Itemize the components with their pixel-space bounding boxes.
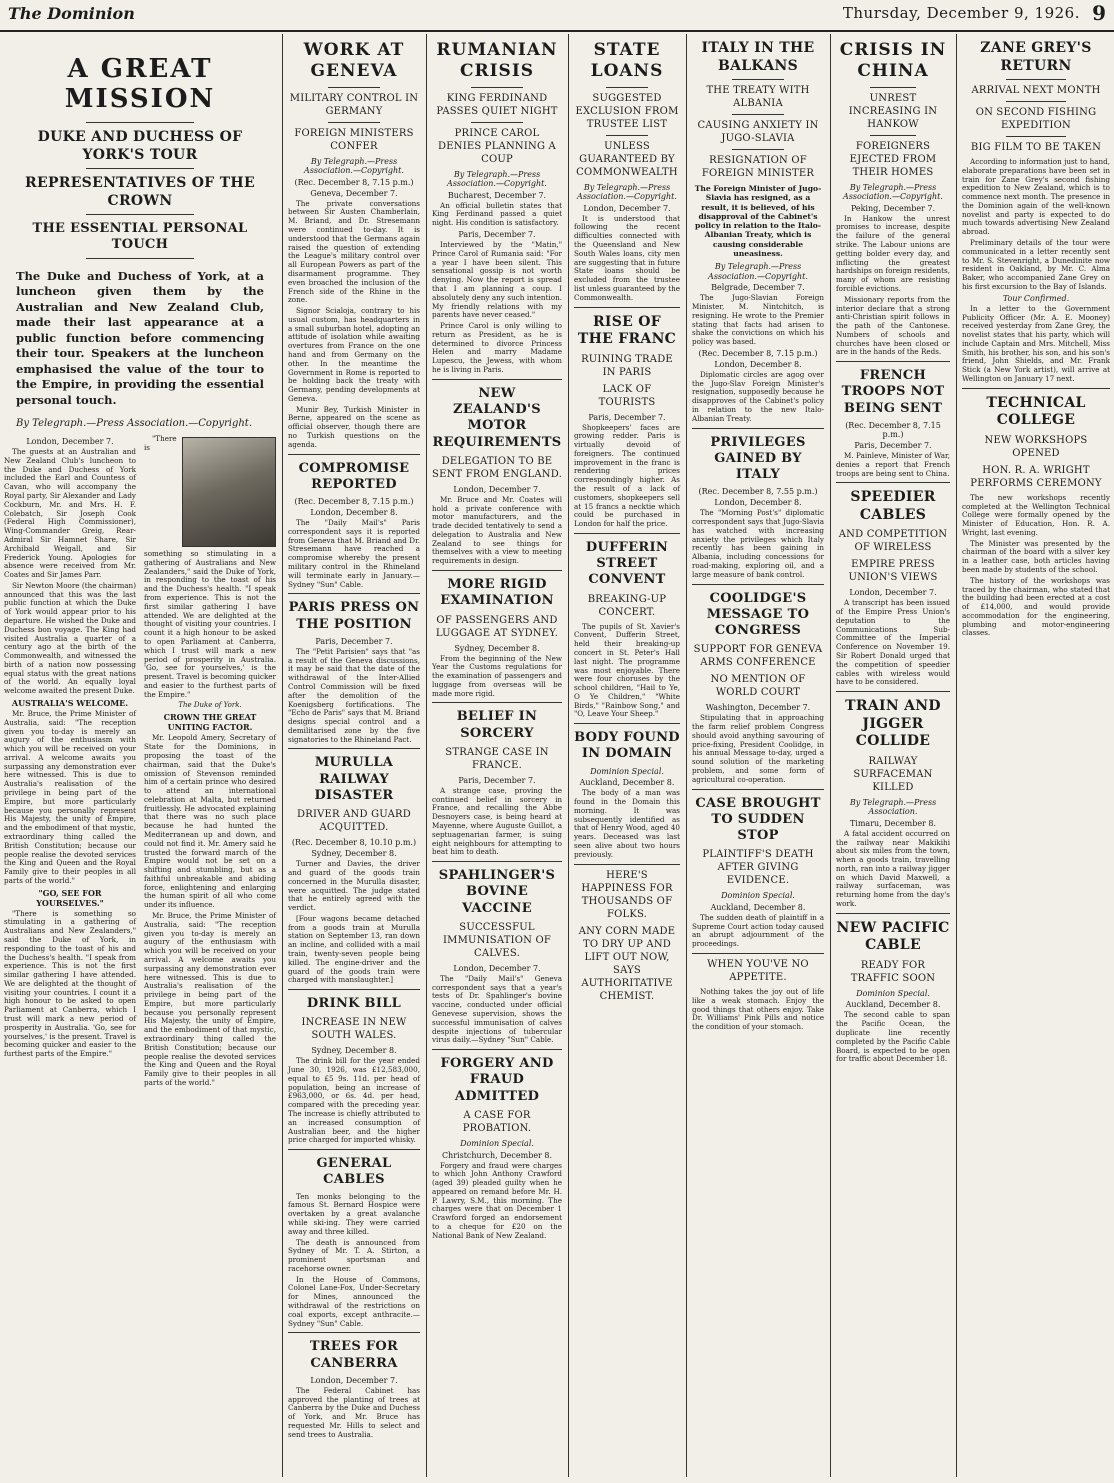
subhead: ARRIVAL NEXT MONTH xyxy=(971,85,1101,96)
article-paragraph: It is understood that following the recent difficulties connected with the Queensland and New South Wales loans, city men are suggesting that in future State loans should be excluded from the trustee list unless guaranteed by the Commonwealth. xyxy=(574,213,680,302)
subhead: DELEGATION TO BE SENT FROM ENGLAND. xyxy=(432,455,562,480)
article-paragraph: The new workshops recently completed at the Wellington Technical College were formally opened by the Minister of Education, Hon. R. A. Wright, last evening. xyxy=(962,492,1110,537)
issue-date: Thursday, December 9, 1926. xyxy=(842,4,1080,22)
article-paragraph: Signor Scialoja, contrary to his usual custom, has headquarters in a small suburban hotel, adopting an attitude of isolation while awaiting overtures from France on the one hand and from Germany on the other. In the meantime the Government in Rome is reported to be holding back the treaty with Germany, pending developments at Geneva. xyxy=(288,306,420,403)
headline-dufferin-convent: DUFFERIN STREET CONVENT xyxy=(585,539,669,588)
headline-sudden-stop: CASE BROUGHT TO SUDDEN STOP xyxy=(695,795,821,844)
article-paragraph: [Four wagons became detached from a goods train at Murulla station on September 13, ran down an incline, and collided with a mail train, twenty-seven people being killed. The engine-driver and the guard of the goods train were charged with manslaughter.] xyxy=(288,913,420,985)
article-paragraph: Missionary reports from the interior declare that a strong anti-Christian spirit follows in the path of the Cantonese. Numbers of schools and churches have been closed or are in the hands of the Reds. xyxy=(836,294,950,357)
headline-italy-balkans: ITALY IN THE BALKANS xyxy=(701,40,815,74)
subhead: NEW WORKSHOPS OPENED xyxy=(984,434,1088,459)
received-note: (Rec. December 8, 7.55 p.m.) xyxy=(698,487,818,497)
headline-privileges: PRIVILEGES GAINED BY ITALY xyxy=(710,434,806,483)
article-paragraph: Forgery and fraud were charges to which John Anthony Crawford (aged 39) pleaded guilty when he appeared on remand before Mr. H. P. Lawry, S.M., this morning. The charges were that on December 1 Crawford forged an endorsement to a cheque for £20 on the National Bank of New Zealand. xyxy=(432,1160,562,1240)
subhead: RESIGNATION OF FOREIGN MINISTER xyxy=(701,155,815,179)
article-paragraph: A fatal accident occurred on the railway near Makikihi about six miles from the town, when a goods train, travelling north, ran into a railway jigger on which David Maxwell, a railway surfaceman, was returning home from the day's work. xyxy=(836,828,950,909)
subhead: HON. R. A. WRIGHT PERFORMS CEREMONY xyxy=(970,464,1102,489)
headline-technical-college: TECHNICAL COLLEGE xyxy=(986,394,1086,429)
dateline: London, December 7. xyxy=(453,484,541,494)
subhead: AND COMPETITION OF WIRELESS xyxy=(838,529,948,554)
headline-train-jigger: TRAIN AND JIGGER COLLIDE xyxy=(845,698,941,750)
article-paragraph: A strange case, proving the continued belief in sorcery in France, and recalling the Abbe Desnoyers case, is being heard at Mayenne, where Auguste Guillot, a septuagenarian farmer, is suing eight neighbours for attempting to beat him to death. xyxy=(432,785,562,857)
section-heading: Tour Confirmed. xyxy=(1002,293,1070,303)
dateline: London, December 7. xyxy=(849,588,937,598)
subhead: RAILWAY SURFACEMAN KILLED xyxy=(853,755,933,793)
page-number: 9 xyxy=(1092,1,1106,25)
subhead: EMPIRE PRESS UNION'S VIEWS xyxy=(848,559,938,584)
article-paragraph: Mr. Bruce, the Prime Minister of Australia, said: "The reception given you to-day is merely an augury of the enthusiasm with which you will be received on your arrival. A welcome awaits you surpassing any demonstration ever here witnessed. This is due to Australia's realisation of the privilege in being part of the Empire, but more particularly because you personally represent His Majesty, the unity of Empire, and the embodiment of that mystic, extraordinary thing called the British Constitution; because our people realise the devoted services the King and Queen and the Royal Family give to their peoples in all parts of the world." xyxy=(144,911,276,1087)
dateline: Sydney, December 8. xyxy=(311,1046,397,1056)
subhead: FOREIGNERS EJECTED FROM THEIR HOMES xyxy=(849,140,937,178)
dateline: London, December 8. xyxy=(310,508,398,518)
headline-bovine-vaccine: SPAHLINGER'S BOVINE VACCINE xyxy=(438,868,556,916)
headline-forgery: FORGERY AND FRAUD ADMITTED xyxy=(440,1056,554,1104)
headline-body-found: BODY FOUND IN DOMAIN xyxy=(574,730,680,762)
headline-rise-of-franc: RISE OF THE FRANC xyxy=(577,313,677,347)
column-rule xyxy=(282,34,283,1477)
headline-sorcery: BELIEF IN SORCERY xyxy=(456,709,538,741)
column-rumania xyxy=(428,34,566,1477)
section-heading: CROWN THE GREAT UNITING FACTOR. xyxy=(163,712,257,733)
headline-rumanian-crisis: RUMANIAN CRISIS xyxy=(436,40,558,82)
subhead: UNREST INCREASING IN HANKOW xyxy=(848,92,938,130)
dateline: Auckland, December 8. xyxy=(845,1000,941,1010)
dateline: Paris, December 7. xyxy=(588,412,666,422)
dateline: London, December 7. xyxy=(453,963,541,973)
duke-of-york-photo xyxy=(182,437,276,547)
byline: By Telegraph.—Press Association.—Copyright. xyxy=(16,418,253,430)
byline: By Telegraph.—Press Association.—Copyright. xyxy=(577,182,677,202)
headline-pacific-cable: NEW PACIFIC CABLE xyxy=(836,919,950,954)
byline: By Telegraph.—Press Association.—Copyright. xyxy=(708,262,808,281)
dateline: London, December 7. xyxy=(310,1375,398,1385)
advert-heading: HERE'S HAPPINESS FOR THOUSANDS OF FOLKS. xyxy=(581,869,673,920)
article-paragraph: From the beginning of the New Year the Customs regulations for the examination of passengers and luggage from overseas will be made more rigid. xyxy=(432,653,562,698)
article-paragraph: "There is something so stimulating in a gathering of Australians and New Zealanders," said the Duke of York, in responding to the toast of his and the Duchess's health. "I speak from experience. This is not the first similar gathering I have attended. We are delighted at the thought of visiting your countries. I count it a high honour to be asked to open Parliament at Canberra, which I trust will mark a new period of prosperity in Australia. 'Go, see for yourselves,' is the present. Travel is becoming quicker and easier to the furthest parts of the Empire." xyxy=(144,434,276,699)
subhead: ON SECOND FISHING EXPEDITION xyxy=(975,107,1097,131)
subhead: STRANGE CASE IN FRANCE. xyxy=(445,746,549,771)
subhead-royal-tour: DUKE AND DUCHESS OF YORK'S TOUR xyxy=(37,129,243,163)
column-china xyxy=(832,34,954,1477)
column-rule xyxy=(830,34,831,1477)
article-paragraph: The body of a man was found in the Domain this morning. It was subsequently identified as that of Henry Wood, aged 40 years. Deceased was last seen alive about two hours previously. xyxy=(574,788,680,859)
lead-paragraph: The Duke and Duchess of York, at a luncheon given them by the Australian and New Zealand Club, made their last appearance at a public function before commencing their tour. Speakers at the luncheon emphasised the value of the tour to the Empire, in providing the essential personal touch. xyxy=(16,268,264,407)
byline: By Telegraph.—Press Association.—Copyright. xyxy=(447,169,547,189)
dateline: Paris, December 7. xyxy=(458,230,536,240)
section-heading: AUSTRALIA'S WELCOME. xyxy=(11,698,129,709)
article-paragraph: Sir Newton Moore (the chairman) announced that this was the last public function at which the Duke of York would appear prior to his departure. He wished the Duke and Duchess bon voyage. The King had visited Australia a quarter of a century ago at the birth of the Commonwealth, and witnessed the birth of a nation now possessing equal status with the great nations of the world. An equally loyal welcome awaited the present Duke. xyxy=(4,580,136,696)
column-rule xyxy=(426,34,427,1477)
lead-paragraph: The Foreign Minister of Jugo-Slavia has resigned, as a result, it is believed, of his disapproval of the Cabinet's policy in relation to the Italo-Albanian Treaty, which is causing considerable uneasiness. xyxy=(694,184,822,258)
dateline: Bucharest, December 7. xyxy=(447,190,547,200)
subhead-representatives: REPRESENTATIVES OF THE CROWN xyxy=(25,175,255,209)
special-tag: Dominion Special. xyxy=(856,988,930,998)
headline-great-mission: A GREAT MISSION xyxy=(64,54,216,114)
dateline: Belgrade, December 7. xyxy=(711,283,805,293)
dateline: Peking, December 7. xyxy=(850,203,936,213)
article-paragraph: The Jugo-Slavian Foreign Minister, M. Nintchitch, is resigning. He wrote to the Premier stating that facts had arisen to shake the convictions on which his policy was based. xyxy=(692,293,824,347)
article-paragraph: Preliminary details of the tour were communicated in a letter recently sent to Mr. S. Stevenright, a Dunedinite now resident in Oakland, by Mr. C. Alma Baker, who accompanied Zane Grey on his first excursion to the Bay of Islands. xyxy=(962,238,1110,291)
special-tag: Dominion Special. xyxy=(590,766,664,776)
article-paragraph: The "Petit Parisien" says that "as a result of the Geneva discussions, it may be said that the date of the withdrawal of the Inter-Allied Control Commission will be fixed after the demolition of the Koenigsberg fortifications. The "Echo de Paris" says that M. Briand designs special control and a demilitarised zone by the five signatories to the Rhineland Pact. xyxy=(288,646,420,744)
article-paragraph: The "Daily Mail's" Paris correspondent says it is reported from Geneva that M. Briand and Dr. Stresemann have reached a compromise whereby the present military control in the Rhineland will terminate early in January.—Sydney "Sun" Cable. xyxy=(288,518,420,589)
subhead: LACK OF TOURISTS xyxy=(598,383,656,408)
article-paragraph: The sudden death of plaintiff in a Supreme Court action today caused an abrupt adjournment of the proceedings. xyxy=(692,912,824,949)
article-paragraph: The death is announced from Sydney of Mr. T. A. Stirton, a prominent sportsman and racehorse owner. xyxy=(288,1237,420,1273)
headline-trees-canberra: TREES FOR CANBERRA xyxy=(309,1339,399,1371)
article-paragraph: In a letter to the Government Publicity Officer (Mr. A. E. Mooney) received yesterday from Zane Grey, the novelist states that his party, which will include Captain and Mrs. Mitchell, Miss Smith, his brother, his son, and his son's friend, John Shields, and Mr. Frank Stick (a New York artist), will arrive at Wellington on January 17 next. xyxy=(962,303,1110,383)
column-great-mission xyxy=(0,34,280,1477)
subhead: OF PASSENGERS AND LUGGAGE AT SYDNEY. xyxy=(435,614,559,639)
dateline: Paris, December 7. xyxy=(458,775,536,785)
column-zane-grey xyxy=(958,34,1114,1477)
subhead: SUPPORT FOR GENEVA ARMS CONFERENCE xyxy=(693,644,823,669)
headline-crisis-china: CRISIS IN CHINA xyxy=(839,40,947,82)
section-heading: "GO, SEE FOR YOURSELVES." xyxy=(36,887,104,908)
article-paragraph: The "Morning Post's" diplomatic correspondent says that Jugo-Slavia has watched with increasing anxiety the privileges which Italy recently has been gaining in Albania, including concessions for road-making, exploring oil, and a large measure of bank control. xyxy=(692,508,824,579)
article-paragraph: The guests at an Australian and New Zealand Club's luncheon to the Duke and Duchess of York included the Earl and Countess of Cavan, who will accompany the Royal party, Sir Alexander and Lady Cockburn, Mr. and Mrs. H. F. Colebatch, Sir Joseph Cook (Federal High Commissioner), Wing-Commander Greig, Rear-Admiral Sir Hamnet Share, Sir Archibald Weigall, and Sir Frederick Young. Apologies for absence were received from Mr. Coates and Sir James Parr. xyxy=(4,447,136,580)
headline-coolidge: COOLIDGE'S MESSAGE TO CONGRESS xyxy=(706,590,810,639)
dateline: London, December 7. xyxy=(26,437,114,447)
subhead: DRIVER AND GUARD ACQUITTED. xyxy=(297,809,411,834)
article-paragraph: Munir Bey, Turkish Minister in Berne, appeared on the scene as official observer, though there are no Turkish questions on the agenda. xyxy=(288,404,420,449)
paper-name: The Dominion xyxy=(8,4,135,23)
received-note: (Rec. December 8, 7.15 p.m.) xyxy=(294,497,414,507)
subhead: SUCCESSFUL IMMUNISATION OF CALVES. xyxy=(443,921,551,959)
masthead xyxy=(0,0,1114,32)
advert-subheading: ANY CORN MADE TO DRY UP AND LIFT OUT NOW, SAYS AUTHORITATIVE CHEMIST. xyxy=(578,925,676,1002)
article-paragraph: Turner and Davies, the driver and guard of the goods train concerned in the Murulla disaster, were acquitted. The judge stated that he entirely agreed with the verdict. xyxy=(288,859,420,913)
subhead-personal-touch: THE ESSENTIAL PERSONAL TOUCH xyxy=(32,221,248,253)
column-state-loans xyxy=(570,34,684,1477)
headline-drink-bill: DRINK BILL xyxy=(306,996,402,1012)
received-note: (Rec. December 8, 7.15 p.m.) xyxy=(294,177,414,187)
subhead: NO MENTION OF WORLD COURT xyxy=(710,674,806,699)
dateline: Paris, December 7. xyxy=(854,440,932,450)
article-paragraph: Mr. Bruce and Mr. Coates will hold a private conference with motor manufacturers, and the trade decided tentatively to send a delegation to Australia and New Zealand to see things for themselves with a view to meeting requirements in design. xyxy=(432,494,562,566)
photo-caption: The Duke of York. xyxy=(178,701,242,710)
dateline: Sydney, December 8. xyxy=(454,643,540,653)
article-paragraph: Diplomatic circles are agog over the Jugo-Slav Foreign Minister's resignation, supposedly because he disapproves of the Cabinet's policy in relation to the new Italo-Albanian Treaty. xyxy=(692,369,824,423)
headline-speedier-cables: SPEEDIER CABLES xyxy=(850,489,936,523)
headline-zane-grey: ZANE GREY'S RETURN xyxy=(980,40,1092,74)
special-tag: Dominion Special. xyxy=(721,891,795,901)
dateline: London, December 8. xyxy=(714,498,802,508)
subhead: SUGGESTED EXCLUSION FROM TRUSTEE LIST xyxy=(575,92,679,130)
dateline: Sydney, December 8. xyxy=(311,849,397,859)
article-paragraph: The Minister was presented by the chairman of the board with a silver key in a leather case, both articles having been made by students of the school. xyxy=(962,538,1110,574)
headline-motor-requirements: NEW ZEALAND'S MOTOR REQUIREMENTS xyxy=(432,385,562,450)
subhead: READY FOR TRAFFIC SOON xyxy=(850,959,936,984)
article-paragraph: M. Painleve, Minister of War, denies a report that French troops are being sent to China. xyxy=(836,450,950,478)
headline-french-troops: FRENCH TROOPS NOT BEING SENT xyxy=(841,368,945,416)
subhead: PLAINTIFF'S DEATH AFTER GIVING EVIDENCE. xyxy=(702,849,814,887)
subhead: PRINCE CAROL DENIES PLANNING A COUP xyxy=(438,127,556,165)
subhead: FOREIGN MINISTERS CONFER xyxy=(294,127,414,152)
article-paragraph: Prince Carol is only willing to return as President, as he is determined to divorce Princess Helen and marry Madame Lupescu, the Jewess, with whom he is living in Paris. xyxy=(432,321,562,374)
article-paragraph: The "Daily Mail's" Geneva correspondent says that a year's tests of Dr. Spahlinger's bovine vaccine, conducted under official Genevese supervision, shows the successful immunisation of calves despite injections of tubercular virus daily.—Sydney "Sun" Cable. xyxy=(432,973,562,1045)
headline-paris-press: PARIS PRESS ON THE POSITION xyxy=(288,600,420,632)
article-paragraph: Ten monks belonging to the famous St. Bernard Hospice were overtaken by a great avalanche while ski-ing. They were carried away and three killed. xyxy=(288,1191,420,1236)
article-paragraph: In the House of Commons, Colonel Lane-Fox, Under-Secretary for Mines, announced the withdrawal of the restrictions on coal exports, except anthracite.—Sydney "Sun" Cable. xyxy=(288,1274,420,1328)
article-paragraph: Stipulating that in approaching the farm relief problem Congress should avoid anything savouring of price-fixing, President Coolidge, in his annual Message to-day, urged a sound solution of the marketing problem, and some form of agricultural co-operation. xyxy=(692,713,824,784)
article-paragraph: Mr. Leopold Amery, Secretary of State for the Dominions, in proposing the toast of the chairman, said that the Duke's omission of Stevenson reminded him of a certain prince who desired to attend an international celebration at Malta, but returned fruitlessly. He advocated explaining that there was no such place because he had hunted the Mediterranean up and down, and could not find it. Mr. Amery said he trusted the forward march of the Empire would not be set on a shifting and stumbling, but as a faithful unbreakable and abiding force, enlightening and enlarging the human spirit of all who come under its influence. xyxy=(144,733,276,910)
article-paragraph: The Federal Cabinet has approved the planting of trees at Canberra by the Duke and Duchess of York, and Mr. Bruce has requested Mr. Hills to select and send trees to Australia. xyxy=(288,1385,420,1439)
subhead: A CASE FOR PROBATION. xyxy=(462,1109,532,1134)
advert-paragraph: Nothing takes the joy out of life like a weak stomach. Enjoy the good things that others enjoy. Take Dr. Williams' Pink Pills and notice the condition of your stomach. xyxy=(692,987,824,1032)
subhead: UNLESS GUARANTEED BY COMMONWEALTH xyxy=(576,140,678,178)
article-paragraph: In Hankow the unrest promises to increase, despite the failure of the general strike. The Labour unions are getting bolder every day, and inflicting the greatest hardships on foreign residents, many of whom are resisting forcible evictions. xyxy=(836,213,950,293)
subhead: INCREASE IN NEW SOUTH WALES. xyxy=(301,1017,407,1042)
dateline: London, December 7. xyxy=(583,203,671,213)
received-note: (Rec. December 8, 10.10 p.m.) xyxy=(291,838,417,848)
headline-rigid-examination: MORE RIGID EXAMINATION xyxy=(440,577,554,609)
dateline: Timaru, December 8. xyxy=(849,818,937,828)
headline-state-loans: STATE LOANS xyxy=(590,40,664,82)
article-paragraph: An official bulletin states that King Ferdinand passed a quiet night. His condition is satisfactory. xyxy=(432,200,562,228)
subhead: THE TREATY WITH ALBANIA xyxy=(706,85,810,109)
article-paragraph: Shopkeepers' faces are growing redder. Paris is virtually devoid of foreigners. The continued improvement in the franc is rendering prices correspondingly higher. As the result of a lack of customers, shopkeepers sell at 15 francs a necktie which could be purchased in London for half the price. xyxy=(574,422,680,529)
subhead: BIG FILM TO BE TAKEN xyxy=(970,142,1102,153)
received-note: (Rec. December 8, 7.15 p.m.) xyxy=(845,420,941,439)
article-paragraph: The pupils of St. Xavier's Convent, Dufferin Street, held their breaking-up concert in St. Peter's Hall last night. The programme was most enjoyable. There were four choruses by the school children, "Hail to Ye, O Ye Children," "White Birds," "Rainbow Song," and "O, Leave Your Sheep." xyxy=(574,621,680,719)
column-rule xyxy=(686,34,687,1477)
special-tag: Dominion Special. xyxy=(460,1138,534,1148)
advert-heading: WHEN YOU'VE NO APPETITE. xyxy=(707,959,809,984)
received-note: (Rec. December 8, 7.15 p.m.) xyxy=(698,348,818,358)
subhead: RUINING TRADE IN PARIS xyxy=(581,353,673,378)
headline-general-cables: GENERAL CABLES xyxy=(316,1156,392,1188)
dateline: Auckland, December 8. xyxy=(579,778,675,788)
article-paragraph: The second cable to span the Pacific Ocean, the duplicate line recently completed by the Pacific Cable Board, is expected to be open for traffic about December 18. xyxy=(836,1010,950,1064)
article-paragraph: The private conversations between Sir Austen Chamberlain, M. Briand, and Dr. Stresemann were continued to-day. It is understood that the Germans again raised the question of extending the League's military control over all European Powers as part of the disarmament programme. They even broached the inclusion of the French side of the Rhine in the zone. xyxy=(288,198,420,305)
subhead: CAUSING ANXIETY IN JUGO-SLAVIA xyxy=(697,120,819,144)
dateline: Paris, December 7. xyxy=(315,636,393,646)
article-paragraph: According to information just to hand, elaborate preparations have been set in train for Zane Grey's second fishing expedition to New Zealand, which is to commence next month. The presence in the Dominion again of the well-known novelist and party is expected to do much towards advertising New Zealand abroad. xyxy=(962,157,1110,237)
dateline: Auckland, December 8. xyxy=(710,902,806,912)
byline: By Telegraph.—Press Association.—Copyright. xyxy=(304,156,404,176)
column-rule xyxy=(956,34,957,1477)
dateline: Geneva, December 7. xyxy=(310,188,398,198)
column-rule xyxy=(568,34,569,1477)
column-geneva xyxy=(284,34,424,1477)
article-paragraph: A transcript has been issued of the Empire Press Union's deputation to the Communications Sub-Committee of the Imperial Conference on November 19. Sir Robert Donald urged that the competition of speedier cables with wireless would have to be considered. xyxy=(836,598,950,687)
headline-compromise: COMPROMISE REPORTED xyxy=(298,460,410,492)
headline-murulla: MURULLA RAILWAY DISASTER xyxy=(314,755,394,803)
subhead: MILITARY CONTROL IN GERMANY xyxy=(289,92,419,117)
article-paragraph: The drink bill for the year ended June 30, 1926, was £12,583,000, equal to £5 9s. 11d. per head of population, being an increase of £963,000, or 6s. 4d. per head, compared with the preceding year. The increase is chiefly attributed to an increased consumption of Australian beer, and the higher price charged for imported whisky. xyxy=(288,1056,420,1145)
article-paragraph: Mr. Bruce, the Prime Minister of Australia, said: "The reception given you to-day is merely an augury of the enthusiasm with which you will be received on your arrival. A welcome awaits you surpassing any demonstration ever here witnessed. This is due to Australia's realisation of the privilege in being part of the Empire, but more particularly because you personally represent His Majesty, the unity of Empire, and the embodiment of that mystic, extraordinary thing called the British Constitution; because our people realise the devoted services the King and Queen and the Royal Family give to their peoples in all parts of the world." xyxy=(4,709,136,885)
dateline: London, December 8. xyxy=(714,359,802,369)
dateline: Washington, December 7. xyxy=(705,703,811,713)
column-balkans xyxy=(688,34,828,1477)
byline: By Telegraph.—Press Association.—Copyright. xyxy=(843,182,943,202)
subhead: BREAKING-UP CONCERT. xyxy=(587,593,667,618)
byline: By Telegraph.—Press Association. xyxy=(849,797,937,817)
dateline: Christchurch, December 8. xyxy=(441,1150,553,1160)
article-paragraph: The history of the workshops was traced by the chairman, who stated that the building had been erected at a cost of £14,000, and would provide accommodation for the engineering, plumbing and motor-engineering classes. xyxy=(962,575,1110,638)
article-paragraph: Interviewed by the "Matin," Prince Carol of Rumania said: "For a year I have been silent. This sensational gossip is not worth denying. Now the report is spread that I am planning a coup. I absolutely deny any such intention. My friendly relations with my parents have never ceased." xyxy=(432,240,562,320)
headline-work-at-geneva: WORK AT GENEVA xyxy=(303,40,405,82)
subhead: KING FERDINAND PASSES QUIET NIGHT xyxy=(436,92,558,117)
article-paragraph: "There is something so stimulating in a gathering of Australians and New Zealanders," said the Duke of York, in responding to the toast of his and the Duchess's health. "I speak from experience. This is not the first similar gathering I have attended. We are delighted at the thought of visiting your countries. I count it a high honour to be asked to open Parliament at Canberra, which I trust will mark a new period of prosperity in Australia. 'Go, see for yourselves,' is the present. Travel is becoming quicker and easier to the furthest parts of the Empire." xyxy=(4,908,136,1059)
